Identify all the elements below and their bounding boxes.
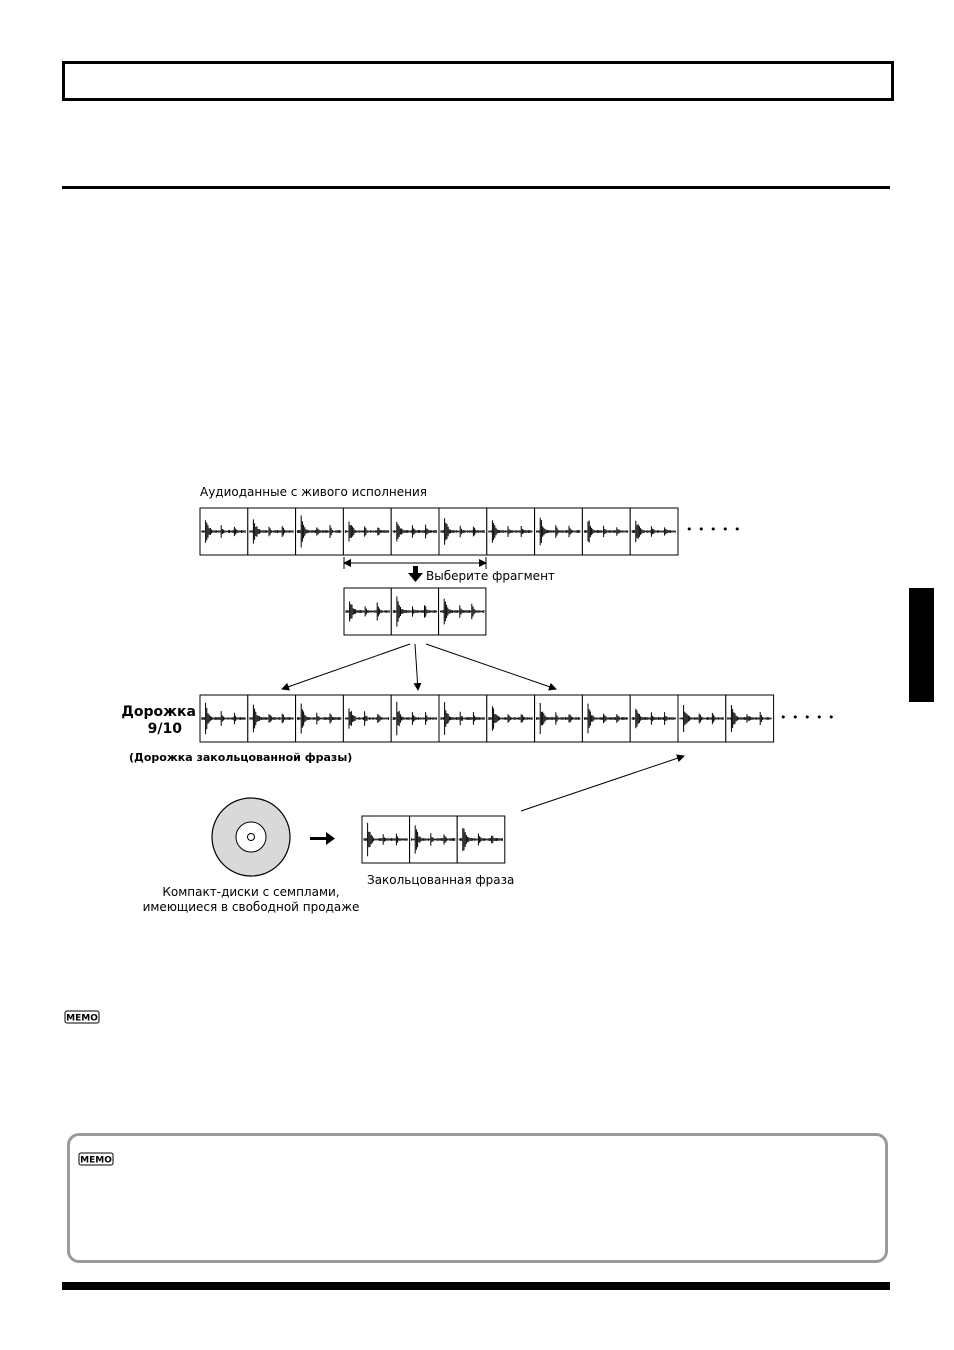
loop-phrase-label: Закольцованная фраза — [367, 873, 515, 887]
track-label — [120, 704, 196, 738]
copy-arrow-left — [282, 644, 410, 689]
track-strip — [200, 695, 774, 742]
down-arrow-icon — [408, 566, 423, 582]
memo-icon — [78, 1152, 114, 1166]
cd-label-line-2: имеющиеся в свободной продаже — [142, 900, 360, 914]
copy-arrow-middle — [415, 644, 418, 690]
import-arrow — [521, 756, 684, 811]
select-fragment-label: Выберите фрагмент — [426, 569, 555, 583]
cd-disc-icon — [212, 798, 290, 876]
fragment-strip — [344, 588, 486, 635]
track-label-name: Дорожка — [121, 704, 196, 720]
cd-label-line-1: Компакт-диски с семплами, — [162, 885, 340, 899]
continuation-dots: • • • • • — [686, 523, 742, 536]
memo-note-box — [67, 1133, 888, 1263]
memo-icon — [64, 1010, 100, 1024]
copy-arrow-right — [426, 644, 556, 689]
loop-phrase-strip — [362, 816, 505, 863]
track-label-number: 9/10 — [147, 721, 182, 737]
live-audio-label: Аудиоданные с живого исполнения — [200, 485, 428, 499]
cd-label — [140, 885, 362, 915]
live-audio-strip — [200, 508, 678, 555]
track-sublabel: (Дорожка закольцованной фразы) — [129, 751, 353, 764]
svg-text:MEMO: MEMO — [80, 1155, 112, 1166]
svg-text:MEMO: MEMO — [66, 1013, 98, 1024]
right-arrow-icon — [310, 832, 335, 845]
track-continuation-dots: • • • • • — [780, 711, 836, 724]
